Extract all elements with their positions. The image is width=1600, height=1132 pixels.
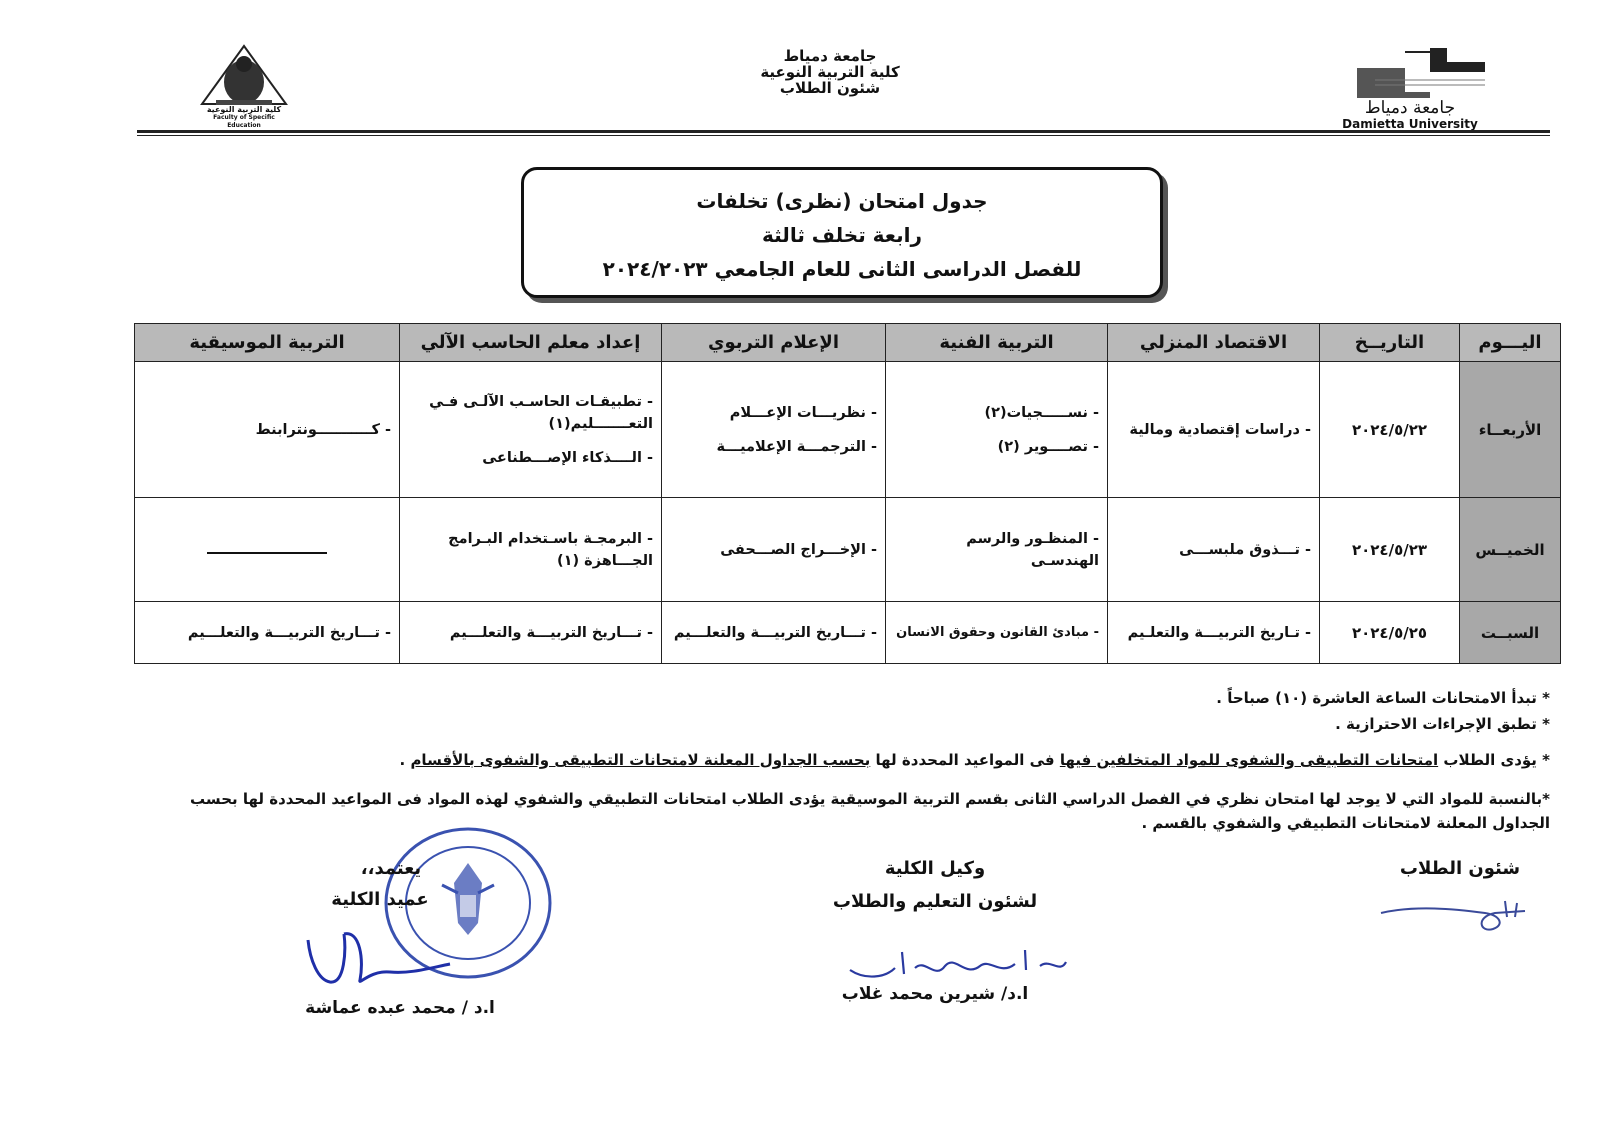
students-affairs-handwritten-signature bbox=[1375, 895, 1535, 940]
subject: - الــــذكاء الإصـــطناعى bbox=[482, 449, 653, 466]
date-cell: ٢٠٢٤/٥/٢٢ bbox=[1320, 362, 1460, 498]
vice-dean-portfolio: لشئون التعليم والطلاب bbox=[832, 891, 1038, 912]
art-education-cell bbox=[886, 362, 1108, 498]
logo-english-text: Damietta University bbox=[1342, 117, 1478, 131]
subject: - مبادئ القانون وحقوق الانسان bbox=[896, 624, 1099, 640]
title-line-2: رابعة تخلف ثالثة bbox=[762, 223, 922, 247]
subject: - كـــــــــــونترابنط bbox=[255, 421, 391, 438]
exam-schedule-table bbox=[134, 323, 1561, 664]
header-home-economics: الاقتصاد المنزلي bbox=[1108, 324, 1320, 362]
date-cell: ٢٠٢٤/٥/٢٥ bbox=[1320, 602, 1460, 664]
note-music-department: *بالنسبة للمواد التي لا يوجد لها امتحان نظري في الفصل الدراسي الثانى بقسم التربية الموسيقية يؤدى الطلاب امتحانات التطبيقي والشفوي لهذه المواد فى المواعيد المحددة لها بحسب الجداول المعلنة لامتحانات التطبيقي والشفوي بالقسم . bbox=[190, 790, 1550, 832]
media-education-cell bbox=[662, 498, 886, 602]
header-computer-teacher: إعداد معلم الحاسب الآلي bbox=[400, 324, 662, 362]
computer-teacher-cell bbox=[400, 362, 662, 498]
home-economics-cell bbox=[1108, 602, 1320, 664]
faculty-name: كلية التربية النوعية bbox=[760, 63, 900, 81]
subject: - الترجمـــة الإعلاميـــة bbox=[716, 438, 877, 455]
art-education-cell bbox=[886, 602, 1108, 664]
note-exam-time: * تبدأ الامتحانات الساعة العاشرة (١٠) صباحاً . bbox=[1216, 689, 1550, 707]
day-cell: السبــت bbox=[1460, 602, 1561, 664]
computer-teacher-cell bbox=[400, 602, 662, 664]
subject: - تطبيقـات الحاسـب الآلـى فـي التعـــــــليم(١) bbox=[429, 393, 653, 432]
table-row bbox=[135, 498, 1561, 602]
music-education-cell bbox=[135, 602, 400, 664]
note-text: * يؤدى الطلاب bbox=[1438, 751, 1550, 769]
title-line-3: للفصل الدراسى الثانى للعام الجامعي ٢٠٢٤/٢٠٢٣ bbox=[602, 257, 1082, 281]
faculty-logo-caption-ar: كلية التربية النوعية bbox=[206, 105, 282, 114]
table-header-row bbox=[135, 324, 1561, 362]
table-row bbox=[135, 362, 1561, 498]
subject: - تصــــوير (٢) bbox=[997, 438, 1099, 455]
home-economics-cell bbox=[1108, 498, 1320, 602]
day-cell: الأربعــاء bbox=[1460, 362, 1561, 498]
subject: - المنظـور والرسم الهندسـى bbox=[966, 530, 1099, 569]
institution-header bbox=[700, 48, 960, 96]
damietta-university-logo bbox=[1335, 40, 1485, 130]
subject: - تـــاريخ التربيـــة والتعلـــيم bbox=[673, 624, 877, 641]
subject: - البرمجـة باسـتخدام البـرامج الجـــاهزة (١) bbox=[448, 530, 653, 569]
students-affairs-signature bbox=[1385, 858, 1535, 879]
empty-slot-line bbox=[207, 552, 327, 554]
header-music-education: التربية الموسيقية bbox=[135, 324, 400, 362]
header-day: اليـــوم bbox=[1460, 324, 1561, 362]
title-line-1: جدول امتحان (نظرى) تخلفات bbox=[696, 189, 988, 213]
media-education-cell bbox=[662, 602, 886, 664]
students-affairs-label: شئون الطلاب bbox=[1399, 858, 1521, 879]
note-precautions: * تطبق الإجراءات الاحترازية . bbox=[1335, 715, 1550, 733]
subject: - نظريـــات الإعـــلام bbox=[729, 404, 877, 421]
subject: - تـــذوق ملبســـى bbox=[1179, 541, 1311, 558]
note-underlined-text: بحسب الجداول المعلنة لامتحانات التطبيقى والشفوى بالأقسام bbox=[410, 751, 871, 769]
vice-dean-name: ا.د/ شيرين محمد غلاب bbox=[841, 984, 1029, 1004]
note-practical-exams bbox=[140, 747, 1550, 773]
note-underlined-text: امتحانات التطبيقى والشفوى للمواد المتخلفين فيها bbox=[1059, 751, 1439, 769]
header-date: التاريــخ bbox=[1320, 324, 1460, 362]
day-cell: الخميــس bbox=[1460, 498, 1561, 602]
subject: - تـــاريخ التربيـــة والتعلـــيم bbox=[187, 624, 391, 641]
home-economics-cell bbox=[1108, 362, 1320, 498]
university-name: جامعة دمياط bbox=[783, 47, 877, 65]
faculty-logo-caption-en: Faculty of Specific Education bbox=[213, 114, 275, 129]
note-text: فى المواعيد المحددة لها bbox=[870, 751, 1060, 769]
exam-title-box bbox=[521, 167, 1163, 298]
subject: - نســـــجيات(٢) bbox=[984, 404, 1099, 421]
notes-section bbox=[140, 685, 1550, 835]
header-media-education: الإعلام التربوي bbox=[662, 324, 886, 362]
music-education-cell bbox=[135, 362, 400, 498]
vice-dean-title: وكيل الكلية bbox=[884, 858, 986, 879]
vice-dean-handwritten-signature bbox=[840, 940, 1070, 990]
subject: - الإخـــراج الصـــحفى bbox=[720, 541, 877, 558]
media-education-cell bbox=[662, 362, 886, 498]
approval-label: يعتمد،، bbox=[360, 858, 422, 879]
note-text: . bbox=[399, 751, 411, 769]
faculty-logo bbox=[196, 42, 292, 130]
table-row bbox=[135, 602, 1561, 664]
subject: - تـــاريخ التربيـــة والتعلـــيم bbox=[449, 624, 653, 641]
header-art-education: التربية الفنية bbox=[886, 324, 1108, 362]
computer-teacher-cell bbox=[400, 498, 662, 602]
date-cell: ٢٠٢٤/٥/٢٣ bbox=[1320, 498, 1460, 602]
dean-handwritten-signature bbox=[300, 920, 460, 990]
subject: - دراسات إقتصادية ومالية bbox=[1129, 421, 1311, 438]
logo-arabic-text: جامعة دمياط bbox=[1364, 98, 1456, 118]
faculty-logo-caption bbox=[196, 106, 292, 130]
music-education-cell bbox=[135, 498, 400, 602]
art-education-cell bbox=[886, 498, 1108, 602]
dean-title: عميد الكلية bbox=[331, 889, 429, 910]
subject: - تـاريخ التربيـــة والتعلـيم bbox=[1127, 624, 1311, 641]
header-divider bbox=[137, 130, 1550, 136]
dean-name: ا.د / محمد عبده عماشة bbox=[305, 998, 495, 1018]
department-name: شئون الطلاب bbox=[779, 79, 881, 97]
